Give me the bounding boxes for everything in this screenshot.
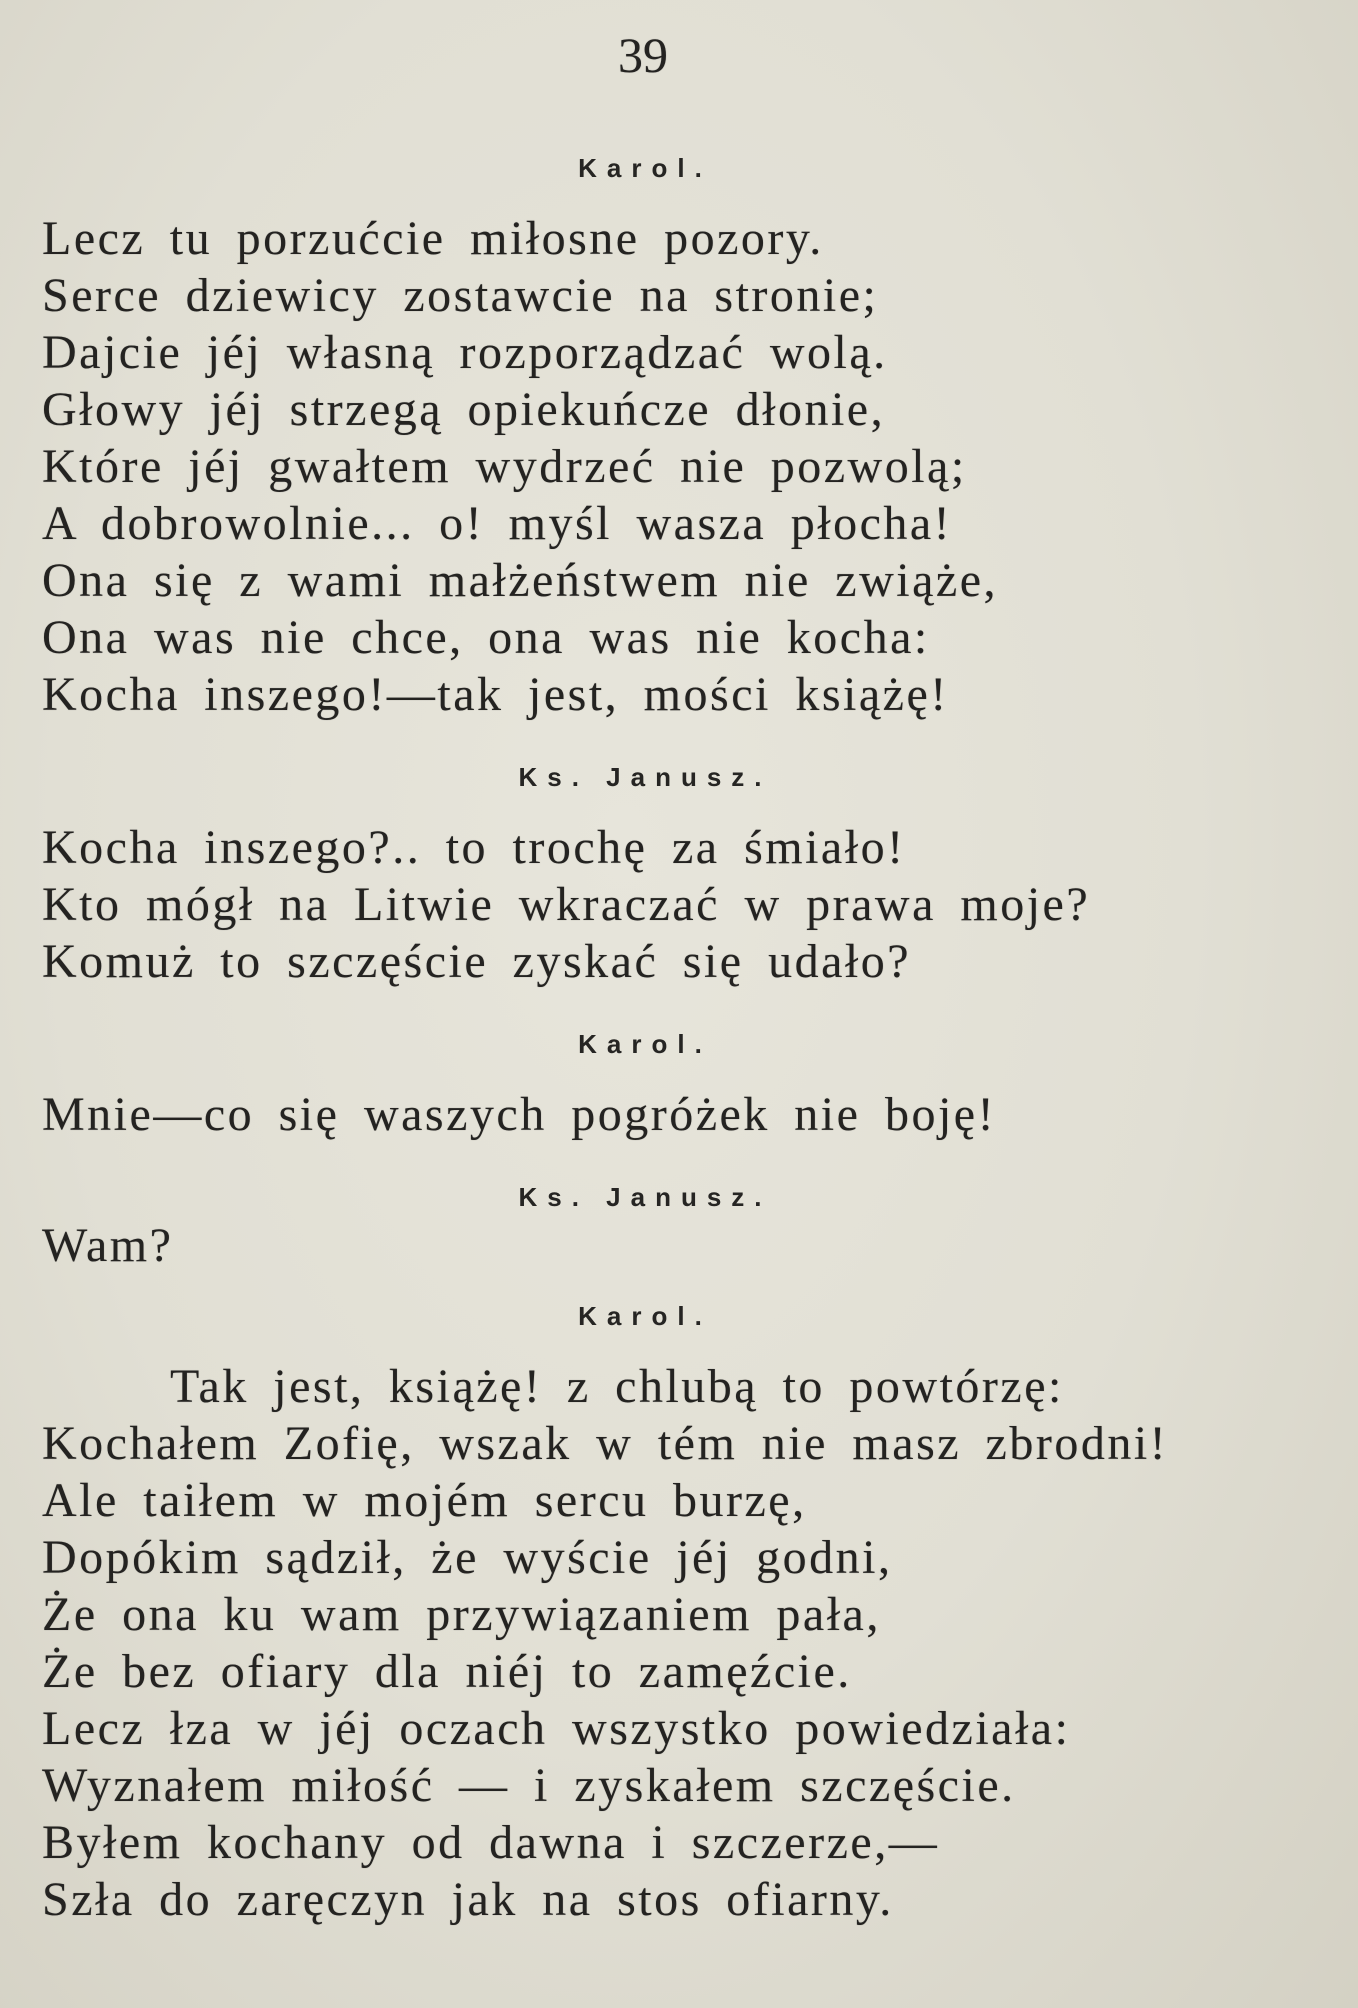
verse-line: Dajcie jéj własną rozporządzać wolą. bbox=[42, 326, 888, 379]
page-number: 39 bbox=[618, 27, 668, 83]
verse-line: Głowy jéj strzegą opiekuńcze dłonie, bbox=[42, 383, 886, 436]
speaker-label: Karol. bbox=[578, 1301, 712, 1331]
speaker-label: Ks. Janusz. bbox=[518, 1182, 772, 1212]
verse-line: Ona was nie chce, ona was nie kocha: bbox=[42, 611, 930, 664]
verse-line: Kto mógł na Litwie wkraczać w prawa moje? bbox=[42, 878, 1091, 931]
verse-line: A dobrowolnie... o! myśl wasza płocha! bbox=[42, 497, 953, 550]
verse-line: Lecz tu porzućcie miłosne pozory. bbox=[42, 212, 824, 265]
verse-line: Że bez ofiary dla niéj to zamęźcie. bbox=[42, 1645, 852, 1698]
verse-line: Byłem kochany od dawna i szczerze,— bbox=[42, 1816, 940, 1869]
verse-line: Kocha inszego!—tak jest, mości książę! bbox=[42, 668, 949, 721]
verse-line: Dopókim sądził, że wyście jéj godni, bbox=[42, 1531, 893, 1584]
book-page-text bbox=[42, 148, 1238, 1928]
verse-line: Że ona ku wam przywiązaniem pała, bbox=[42, 1588, 881, 1641]
speaker-label: Karol. bbox=[578, 153, 712, 183]
verse-line: Komuż to szczęście zyskać się udało? bbox=[42, 935, 912, 988]
verse-line: Kochałem Zofię, wszak w tém nie masz zbrodni! bbox=[42, 1417, 1169, 1470]
speaker-label: Ks. Janusz. bbox=[518, 762, 772, 792]
speaker-label: Karol. bbox=[578, 1029, 712, 1059]
verse-line: Lecz łza w jéj oczach wszystko powiedziała: bbox=[42, 1702, 1071, 1755]
verse-line: Które jéj gwałtem wydrzeć nie pozwolą; bbox=[42, 440, 967, 493]
verse-line: Ale taiłem w mojém sercu burzę, bbox=[42, 1474, 807, 1527]
verse-line: Wyznałem miłość — i zyskałem szczęście. bbox=[42, 1759, 1016, 1812]
verse-line: Kocha inszego?.. to trochę za śmiało! bbox=[42, 821, 906, 874]
verse-line: Mnie—co się waszych pogróżek nie boję! bbox=[42, 1088, 997, 1141]
verse-line: Serce dziewicy zostawcie na stronie; bbox=[42, 269, 879, 322]
verse-line: Tak jest, książę! z chlubą to powtórzę: bbox=[170, 1360, 1064, 1413]
verse-line: Wam? bbox=[42, 1219, 174, 1272]
verse-line: Szła do zaręczyn jak na stos ofiarny. bbox=[42, 1873, 894, 1926]
verse-line: Ona się z wami małżeństwem nie zwiąże, bbox=[42, 554, 998, 607]
